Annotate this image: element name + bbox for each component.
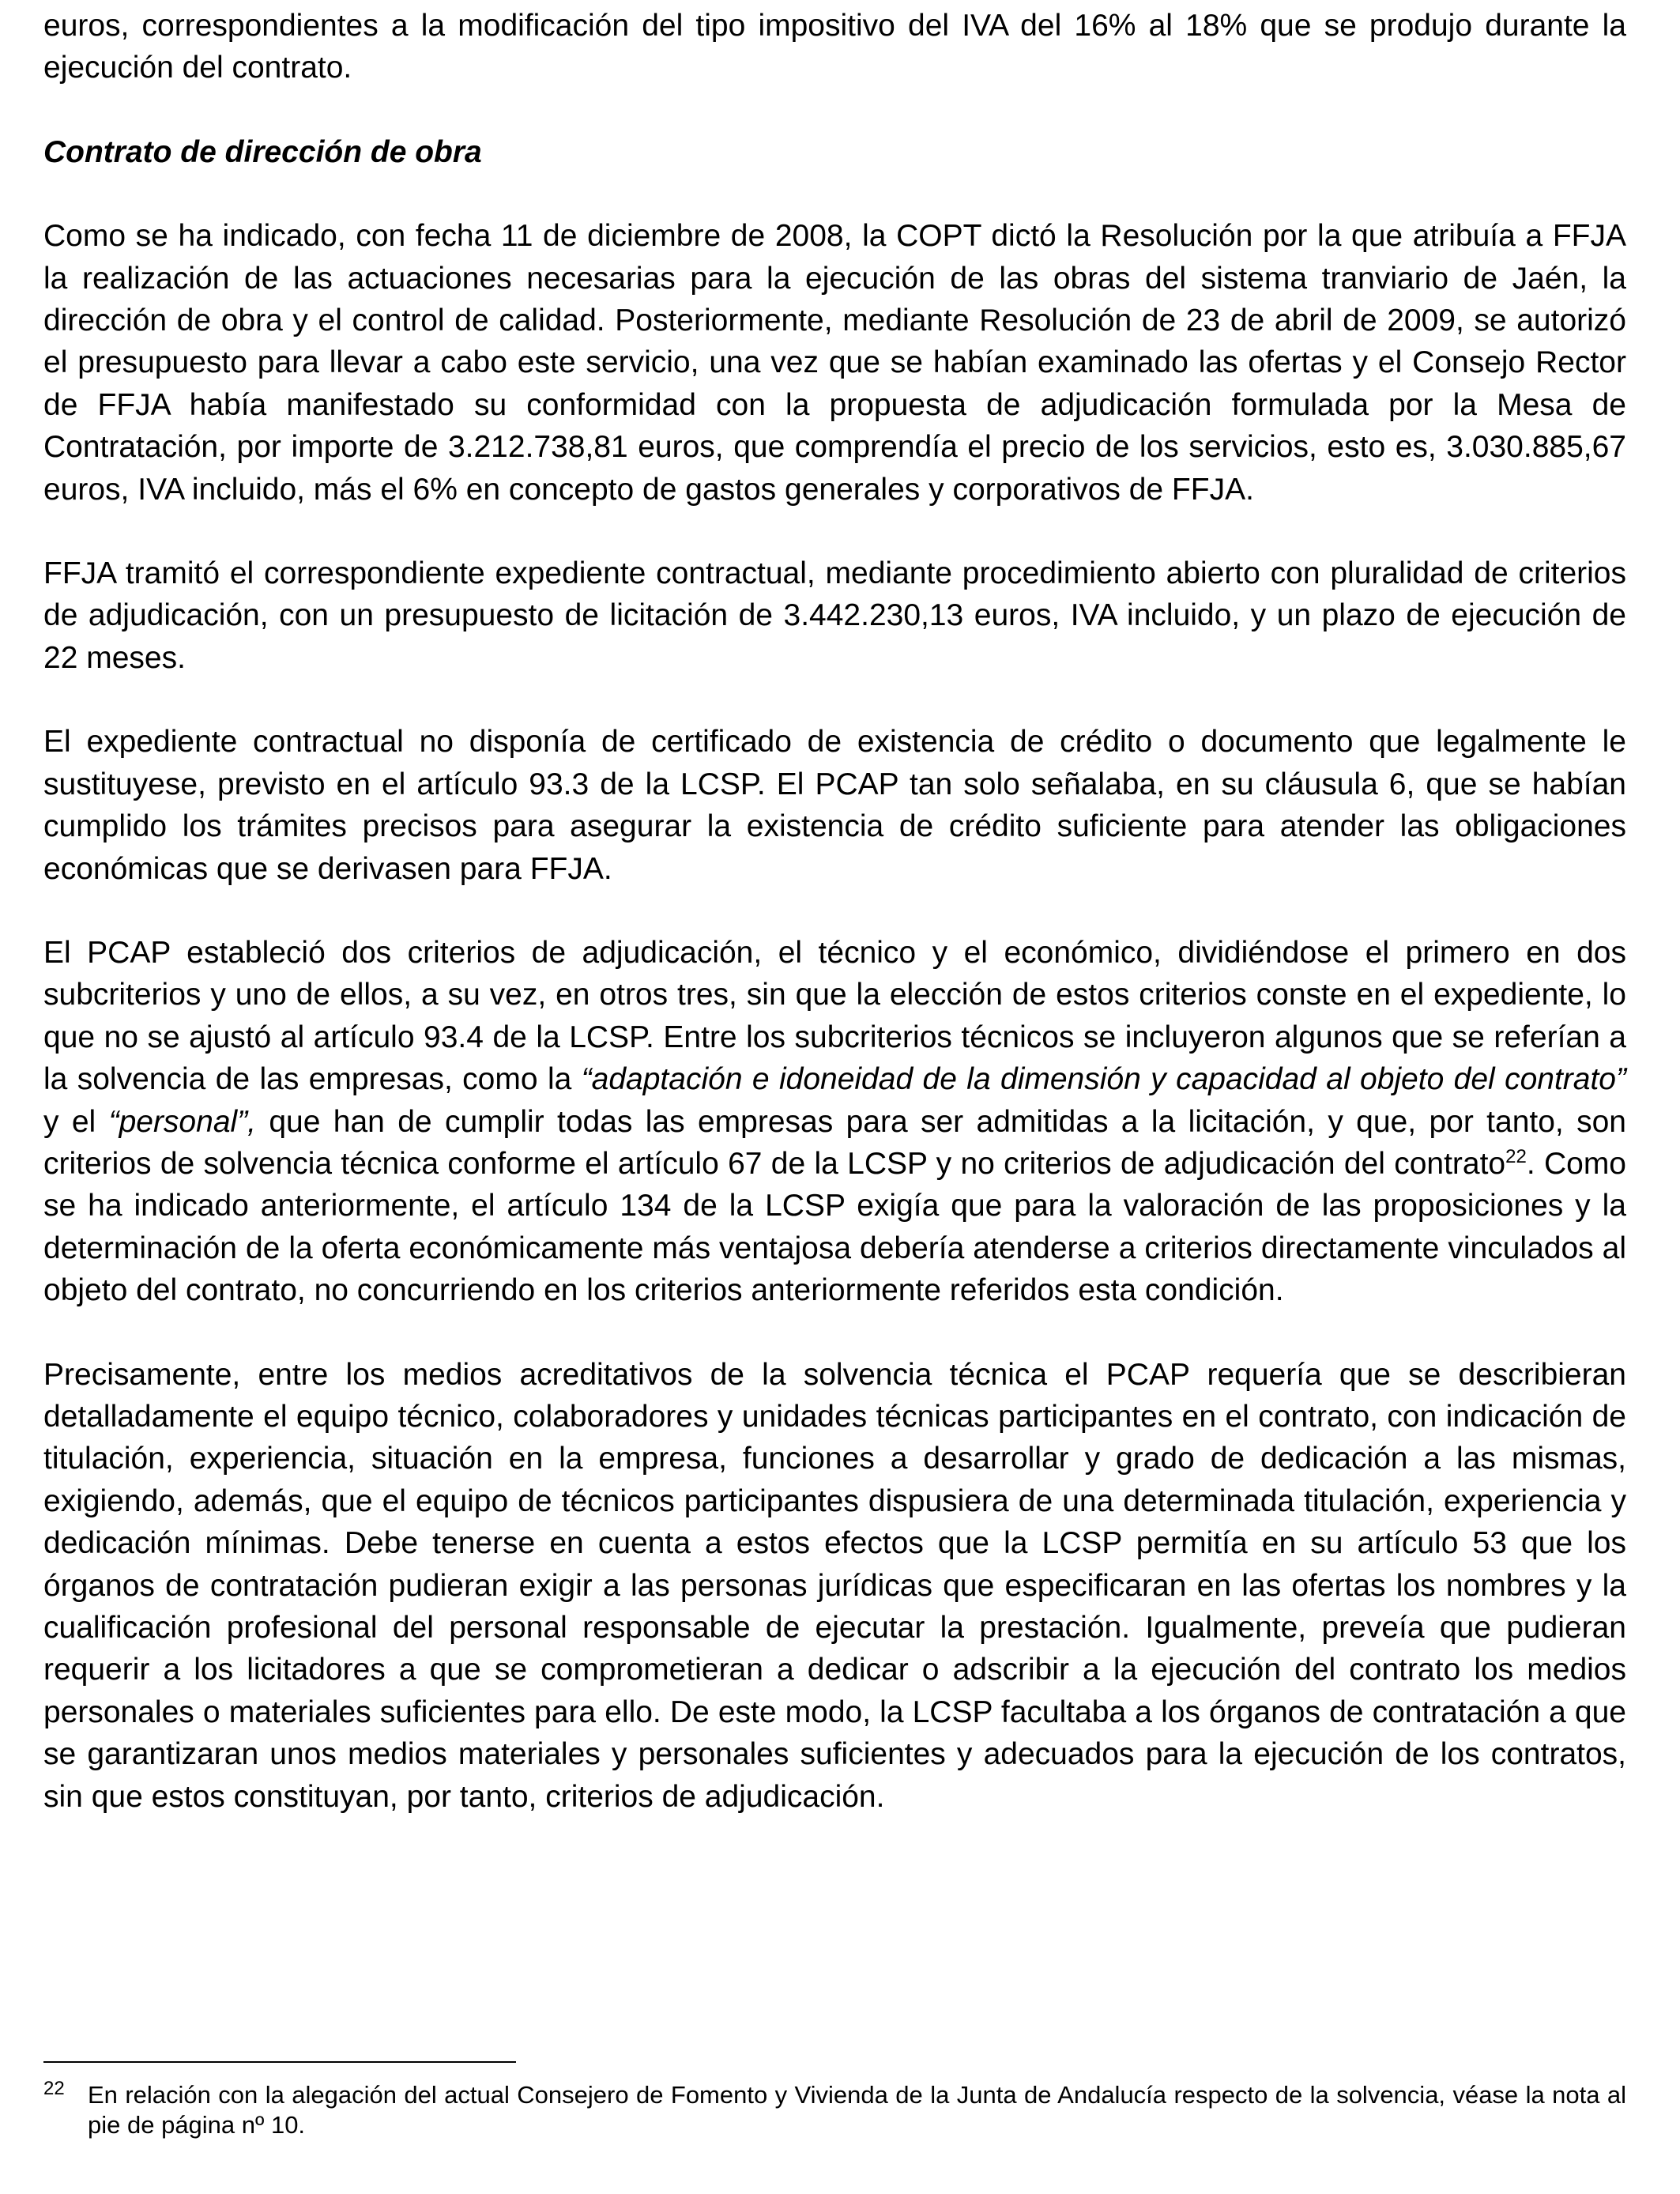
paragraph-credito: El expediente contractual no disponía de certificado de existencia de crédito o documento que legalmente le sustituyese, previsto en el artículo 93.3 de la LCSP. El PCAP tan solo señalaba, en su cláusula 6, que se habían cumplido los trámites precisos para asegurar la existencia de crédito suficiente para atender las obligaciones económicas que se derivasen para FFJA.	[43, 725, 1626, 886]
criterios-text-2: y el	[43, 1104, 109, 1139]
criterios-quote-personal: “personal”,	[108, 1104, 256, 1139]
footnote-text: En relación con la alegación del actual Consejero de Fomento y Vivienda de la Junta de Andalucía respecto de la solvencia, véase la nota al pie de página nº 10.	[88, 2081, 1626, 2139]
footnote-divider	[43, 2061, 516, 2063]
criterios-text-4: . Como se ha indicado anteriormente, el artículo 134 de la LCSP exigía que para la valoración de las proposiciones y la determinación de la oferta económicamente más ventajosa debería atenderse a criterios directamente vinculados al objeto del contrato, no concurriendo en los criterios anteriormente referidos esta condición.	[43, 1146, 1626, 1308]
paragraph-resolution: Como se ha indicado, con fecha 11 de diciembre de 2008, la COPT dictó la Resolución por la que atribuía a FFJA la realización de las actuaciones necesarias para la ejecución de las obras del sistema tranviario de Jaén, la dirección de obra y el control de calidad. Posteriormente, mediante Resolución de 23 de abril de 2009, se autorizó el presupuesto para llevar a cabo este servicio, una vez que se habían examinado las ofertas y el Consejo Rector de FFJA había manifestado su conformidad con la propuesta de adjudicación formulada por la Mesa de Contratación, por importe de 3.212.738,81 euros, que comprendía el precio de los servicios, esto es, 3.030.885,67 euros, IVA incluido, más el 6% en concepto de gastos generales y corporativos de FFJA.	[43, 219, 1626, 507]
criterios-text-3: que han de cumplir todas las empresas para ser admitidas a la licitación, y que, por tanto, son criterios de solvencia técnica conforme el artículo 67 de la LCSP y no criterios de adjudicación del contrato	[43, 1104, 1626, 1181]
paragraph-expediente: FFJA tramitó el correspondiente expediente contractual, mediante procedimiento abierto con pluralidad de criterios de adjudicación, con un presupuesto de licitación de 3.442.230,13 euros, IVA incluido, y un plazo de ejecución de 22 meses.	[43, 556, 1626, 675]
footnote-reference[interactable]: 22	[1505, 1145, 1527, 1167]
paragraph-continuation: euros, correspondientes a la modificación del tipo impositivo del IVA del 16% al 18% que se produjo durante la ejecución del contrato.	[43, 9, 1626, 85]
footnote-number: 22	[43, 2078, 65, 2099]
paragraph-solvencia: Precisamente, entre los medios acreditativos de la solvencia técnica el PCAP requería que se describieran detalladamente el equipo técnico, colaboradores y unidades técnicas participantes en el contrato, con indicación de titulación, experiencia, situación en la empresa, funciones a desarrollar y grado de dedicación a las mismas, exigiendo, además, que el equipo de técnicos participantes dispusiera de una determinada titulación, experiencia y dedicación mínimas. Debe tenerse en cuenta a estos efectos que la LCSP permitía en su artículo 53 que los órganos de contratación pudieran exigir a las personas jurídicas que especificaran en las ofertas los nombres y la cualificación profesional del personal responsable de ejecutar la prestación. Igualmente, preveía que pudieran requerir a los licitadores a que se comprometieran a dedicar o adscribir a la ejecución del contrato los medios personales o materiales suficientes para ello. De este modo, la LCSP facultaba a los órganos de contratación a que se garantizaran unos medios materiales y personales suficientes y adecuados para la ejecución de los contratos, sin que estos constituyan, por tanto, criterios de adjudicación.	[43, 1357, 1626, 1814]
section-heading: Contrato de dirección de obra	[43, 134, 482, 169]
criterios-quote-adaptacion: “adaptación e idoneidad de la dimensión y capacidad al objeto del contrato”	[581, 1062, 1626, 1097]
footnote	[43, 2080, 1626, 2139]
criterios-text-1: El PCAP estableció dos criterios de adjudicación, el técnico y el económico, dividiéndose el primero en dos subcriterios y uno de ellos, a su vez, en otros tres, sin que la elección de estos criterios conste en el expediente, lo que no se ajustó al artículo 93.4 de la LCSP. Entre los subcriterios técnicos se incluyeron algunos que se referían a la solvencia de las empresas, como la	[43, 935, 1626, 1097]
paragraph-criterios	[43, 932, 1626, 1312]
